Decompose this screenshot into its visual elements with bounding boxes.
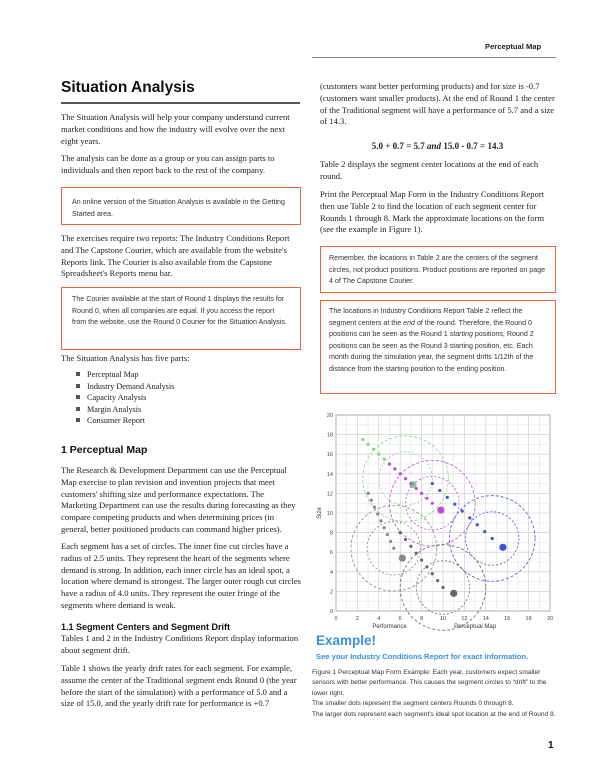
list-item: Consumer Report	[73, 415, 293, 427]
y-tick-label: 4	[329, 569, 333, 576]
segment-center-dot	[453, 503, 456, 506]
segment-center-dot	[420, 492, 423, 495]
segment-center-dot	[425, 565, 428, 568]
figure-caption	[312, 668, 557, 720]
segment-center-dot	[361, 438, 364, 441]
segment-center-dot	[383, 458, 386, 461]
header-rule	[312, 57, 556, 58]
y-tick-label: 20	[326, 413, 333, 419]
segment-center-dot	[392, 547, 395, 550]
running-header: Perceptual Map	[485, 42, 542, 51]
x-tick-label: 20	[546, 616, 554, 622]
intro-paragraph: The Situation Analysis will help your company understand current market conditions and how the industry will evolve over the next eight years.	[61, 112, 290, 146]
segment-center-dot	[441, 586, 444, 589]
segment-center-dot	[431, 482, 434, 485]
online-version-note	[61, 187, 301, 225]
courier-note	[61, 287, 301, 350]
perceptual-map-heading: 1 Perceptual Map	[61, 444, 148, 456]
segment-center-dot	[438, 489, 441, 492]
chart-title-label: Perceptual Map	[454, 624, 497, 630]
example-title: Example!	[316, 633, 377, 648]
segment-center-dot	[409, 545, 412, 548]
segment-center-dot	[491, 537, 494, 540]
x-tick-label: 4	[377, 616, 381, 622]
segment-center-dot	[386, 533, 389, 536]
segment-center-dot	[431, 572, 434, 575]
figure-caption-2: The smaller dots represent the segment centers Rounds 0 through 8.	[312, 700, 514, 708]
x-axis-label: Performance	[372, 624, 407, 630]
x-tick-label: 2	[355, 616, 359, 622]
segment-center-dot	[393, 467, 396, 470]
list-item: Perceptual Map	[73, 369, 293, 381]
figure-caption-1: Figure 1 Perceptual Map Form Example: Each year, customers expect smaller sensors with better performance. This causes the segment circles to “drift” to the lower right.	[312, 669, 547, 697]
segment-center-dot	[425, 497, 428, 500]
segment-center-dot	[367, 443, 370, 446]
segment-center-dot	[476, 523, 479, 526]
segment-center-dot	[372, 448, 375, 451]
ideal-spot-dot	[437, 506, 444, 513]
circles-paragraph: Each segment has a set of circles. The inner fine cut circles have a radius of 2.5 units. They represent the heart of the segments where demand is strong. In addition, each inner circle has an ideal spot, a location where demand is strongest. The larger outer rough cut circles have a radius of 4.0 units. They represent the outer fringe of the segments where demand is weak.	[61, 541, 301, 610]
y-axis-label: Size	[317, 507, 323, 519]
x-tick-label: 8	[420, 616, 424, 622]
x-tick-label: 14	[482, 616, 489, 622]
title-rule	[61, 102, 300, 104]
segment-center-dot	[461, 509, 464, 512]
segment-center-dot	[404, 477, 407, 480]
x-tick-label: 6	[398, 616, 402, 622]
x-tick-label: 0	[334, 616, 338, 622]
y-tick-label: 6	[329, 550, 333, 557]
drift-equation: 5.0 + 0.7 = 5.7 and 15.0 - 0.7 = 14.3	[371, 141, 504, 151]
locations-note	[320, 246, 556, 293]
bullet-icon	[76, 384, 80, 388]
segment-center-dot	[436, 579, 439, 582]
segment-center-dot	[379, 519, 382, 522]
segment-center-dot	[399, 472, 402, 475]
reports-paragraph: The exercises require two reports: The Industry Conditions Report and The Capstone Courier, which are available from the website's Reports link. The Courier is also available from the Capstone Spreadsheet's Reports menu bar.	[61, 233, 290, 279]
segment-center-dot	[415, 552, 418, 555]
perceptual-map-chart	[312, 401, 560, 663]
x-tick-label: 12	[461, 616, 468, 622]
bullet-icon	[76, 418, 80, 422]
y-tick-label: 8	[329, 530, 333, 537]
ideal-spot-dot	[499, 544, 506, 551]
group-paragraph: The analysis can be done as a group or you can assign parts to individuals and then report back to the rest of the company.	[61, 153, 275, 175]
segment-center-dot	[383, 526, 386, 529]
drift-continued-paragraph: (customers want better performing products) and for size is -0.7 (customers want smaller products). At the end of Round 1 the center of the Traditional segment will have a performance of 5.7 and a size of 14.3.	[320, 81, 555, 127]
figure-caption-3: The larger dots represent each segment's ideal spot location at the end of Round 8.	[312, 710, 556, 718]
x-tick-label: 16	[504, 616, 511, 622]
segment-center-dot	[420, 558, 423, 561]
segment-center-dot	[376, 512, 379, 515]
list-item: Capacity Analysis	[73, 392, 293, 404]
segment-center-dot	[404, 538, 407, 541]
bullet-icon	[76, 407, 80, 411]
y-tick-label: 18	[326, 432, 333, 439]
locations-note-text: Remember, the locations in Table 2 are the centers of the segment circles, not product positions. Product positions are reported on page 4 of The Capstone Courier.	[329, 254, 546, 286]
parts-list	[73, 369, 293, 427]
page-number: 1	[548, 740, 554, 751]
segment-center-dot	[431, 502, 434, 505]
segment-center-dot	[367, 492, 370, 495]
y-tick-label: 10	[326, 511, 333, 517]
segment-center-dot	[388, 462, 391, 465]
segment-center-dot	[373, 506, 376, 509]
segment-center-dot	[409, 482, 412, 485]
example-subtitle: See your Industry Conditions Report for exact information.	[316, 652, 529, 661]
ideal-spot-dot	[399, 554, 406, 561]
segment-center-dot	[468, 516, 471, 519]
list-item: Industry Demand Analysis	[73, 381, 293, 393]
bullet-icon	[76, 372, 80, 376]
x-tick-label: 18	[525, 616, 532, 622]
bullet-icon	[76, 395, 80, 399]
tables-paragraph: Tables 1 and 2 in the Industry Conditions Report display information about segment drift.	[61, 633, 299, 655]
segment-center-dot	[415, 487, 418, 490]
y-tick-label: 14	[326, 471, 333, 478]
round-positions-note: The locations in Industry Conditions Report Table 2 reflect the segment centers at the end of the round. Therefore, the Round 0 positions can be seen as the Round 1 starting positions, Round 2 positions can be seen as the Round 3 starting position, etc. Each month during the simulation year, the segment drifts 1/12th of the distance from the starting position to the ending position.	[320, 300, 556, 394]
ideal-spot-dot	[450, 590, 457, 597]
y-tick-label: 2	[329, 589, 333, 596]
print-form-paragraph: Print the Perceptual Map Form in the Industry Conditions Report then use Table 2 to find the location of each segment center for Rounds 1 through 8. Mark the approximate locations on the form (see the example in Figure 1).	[320, 189, 545, 235]
courier-note-text: The Courier available at the start of Round 1 displays the results for Round 0, when all companies are equal. If you access the report from the website, use the Round 0 Courier for the Situation Analysis.	[72, 295, 287, 327]
segment-center-dot	[483, 530, 486, 533]
rd-paragraph: The Research & Development Department can use the Perceptual Map exercise to plan revision and invention projects that meet customers' shifting size and performance expectations. The Marketing Department can use the results during forecasting as they compare competing products and when determining prices (in general, better positioned products can command higher prices).	[61, 465, 296, 534]
segment-centers-heading: 1.1 Segment Centers and Segment Drift	[61, 622, 231, 632]
segment-center-dot	[389, 540, 392, 543]
segment-center-dot	[399, 531, 402, 534]
segment-center-dot	[446, 496, 449, 499]
table2-paragraph: Table 2 displays the segment center locations at the end of each round.	[320, 159, 539, 181]
y-tick-label: 0	[329, 609, 333, 615]
drift-example-paragraph: Table 1 shows the yearly drift rates for each segment. For example, assume the center of the Traditional segment ends Round 0 (the year before the start of the simulation) with a performance of 5.0 and a size of 15.0, and the yearly drift rate for performance is +0.7	[61, 663, 297, 709]
five-parts-paragraph: The Situation Analysis has five parts:	[61, 353, 190, 363]
x-tick-label: 10	[439, 616, 447, 622]
list-item: Margin Analysis	[73, 404, 293, 416]
segment-center-dot	[370, 499, 373, 502]
online-version-note-text: An online version of the Situation Analysis is available in the Getting Started area.	[72, 198, 285, 218]
segment-center-dot	[377, 453, 380, 456]
section-title: Situation Analysis	[61, 79, 195, 96]
y-tick-label: 16	[326, 452, 333, 459]
perceptual-map-figure	[312, 401, 560, 663]
y-tick-label: 12	[326, 491, 333, 498]
